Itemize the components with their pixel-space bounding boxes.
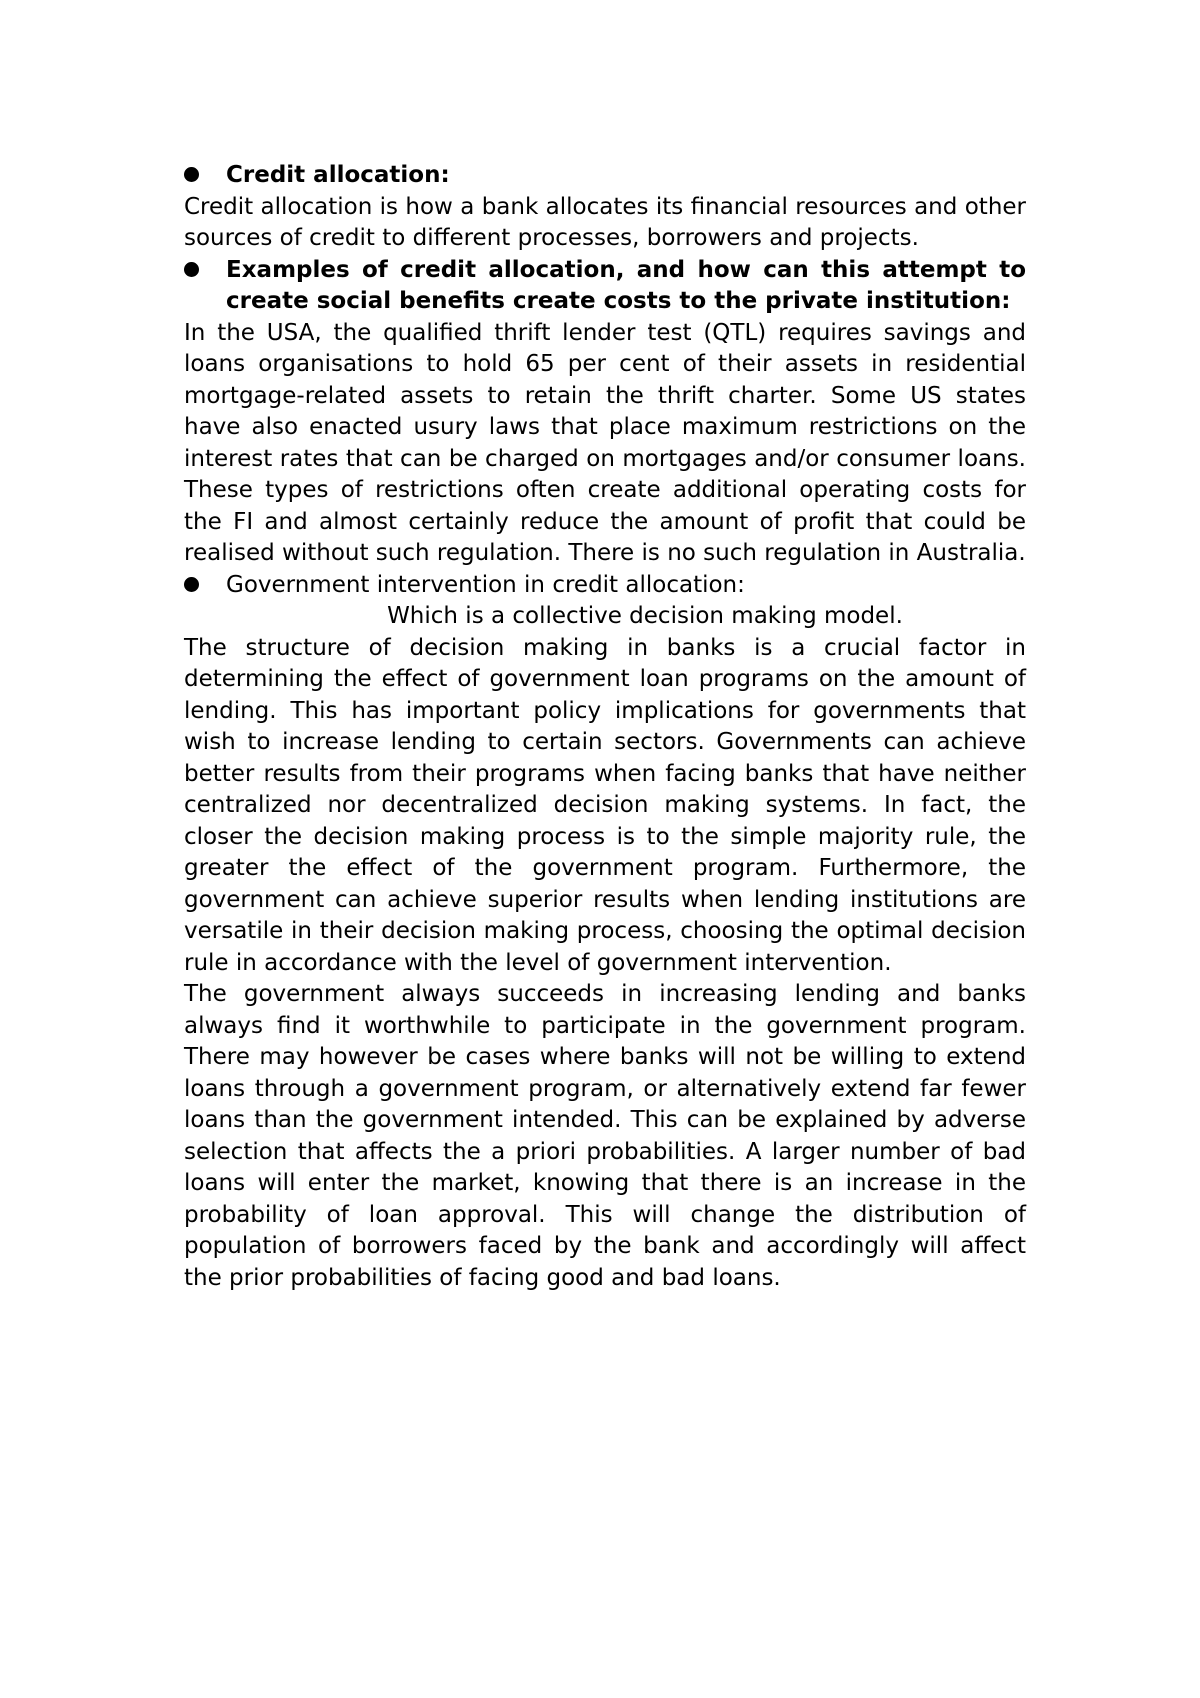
bullet-dot-icon	[184, 167, 199, 182]
government-subheading: Which is a collective decision making model.	[387, 603, 903, 629]
government-paragraph-2: The government always succeeds in increasing lending and banks always find it worthwhile to participate in the government program. There may however be cases where banks will not be willing to extend loans through a government program, or alternatively extend far fewer loans than the government intended. This can be explained by adverse selection that affects the a priori probabilities. A larger number of bad loans will enter the market, knowing that there is an increase in the probability of loan approval. This will change the distribution of population of borrowers faced by the bank and accordingly will affect the prior probabilities of facing good and bad loans.	[184, 981, 1026, 1291]
government-heading: Government intervention in credit allocation:	[226, 571, 745, 598]
bullet-examples	[184, 255, 1026, 318]
credit-allocation-body: Credit allocation is how a bank allocates its financial resources and other sources of credit to different processes, borrowers and projects.	[184, 193, 1026, 251]
credit-allocation-heading: Credit allocation:	[226, 162, 450, 188]
bullet-dot-icon	[184, 262, 199, 277]
bullet-dot-icon	[184, 577, 199, 592]
document-page	[184, 160, 1026, 1294]
bullet-credit-allocation	[184, 160, 1026, 192]
examples-heading: Examples of credit allocation, and how can this attempt to create social benefits create costs to the private institution:	[226, 256, 1026, 314]
examples-body: In the USA, the qualified thrift lender test (QTL) requires savings and loans organisations to hold 65 per cent of their assets in residential mortgage-related assets to retain the thrift charter. Some US states have also enacted usury laws that place maximum restrictions on the interest rates that can be charged on mortgages and/or consumer loans. These types of restrictions often create additional operating costs for the FI and almost certainly reduce the amount of profit that could be realised without such regulation. There is no such regulation in Australia.	[184, 319, 1026, 566]
government-paragraph-1: The structure of decision making in banks is a crucial factor in determining the effect of government loan programs on the amount of lending. This has important policy implications for governments that wish to increase lending to certain sectors. Governments can achieve better results from their programs when facing banks that have neither centralized nor decentralized decision making systems. In fact, the closer the decision making process is to the simple majority rule, the greater the effect of the government program. Furthermore, the government can achieve superior results when lending institutions are versatile in their decision making process, choosing the optimal decision rule in accordance with the level of government intervention.	[184, 634, 1026, 976]
bullet-government	[184, 570, 1026, 602]
